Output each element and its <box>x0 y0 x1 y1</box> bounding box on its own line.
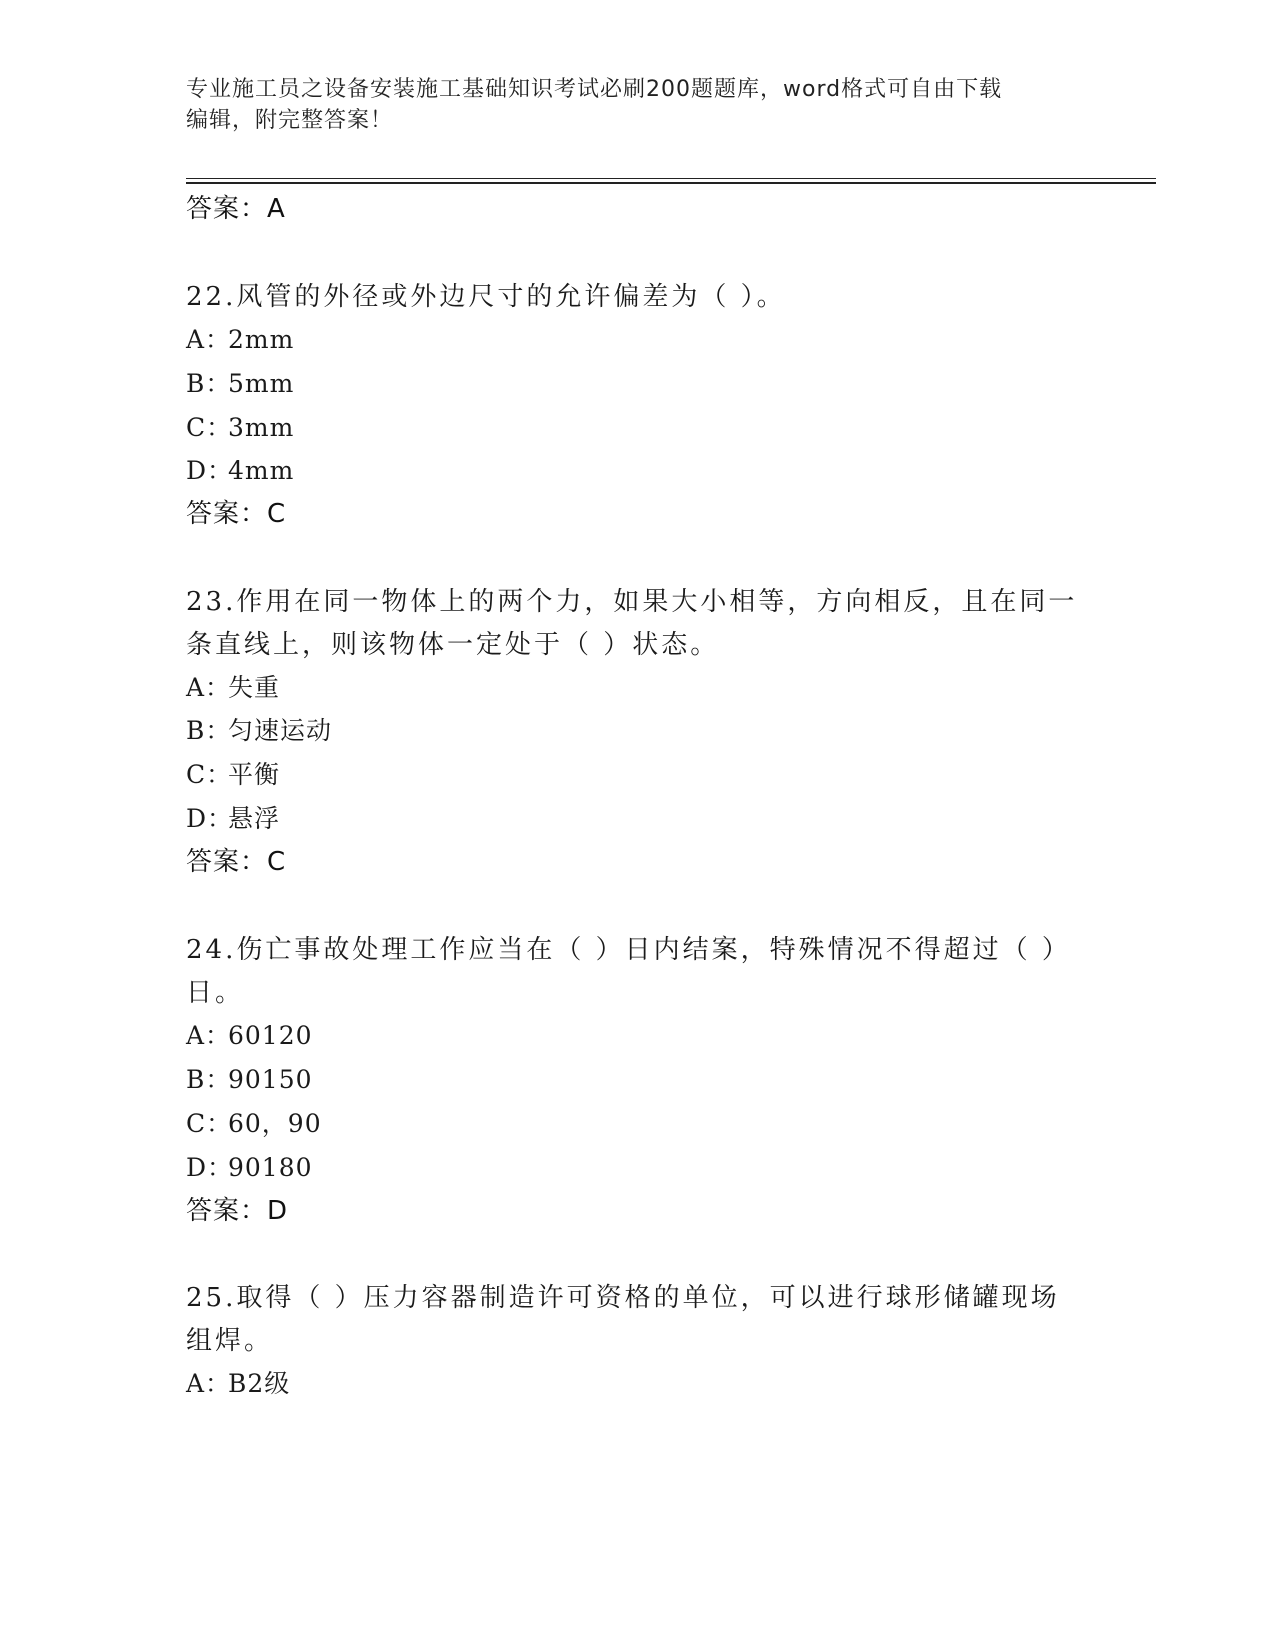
option-text: B2级 <box>228 1369 291 1398</box>
question-24-answer: 答案：D <box>186 1196 289 1226</box>
question-23-option-a <box>186 668 280 704</box>
previous-answer: 答案：A <box>186 194 286 224</box>
option-label: C： <box>186 1109 233 1138</box>
option-text: 60120 <box>228 1021 313 1050</box>
question-22-stem: 22.风管的外径或外边尺寸的允许偏差为（ ）。 <box>186 282 786 312</box>
option-label: B： <box>186 716 232 745</box>
question-22-option-c <box>186 408 294 444</box>
question-25-option-a <box>186 1364 290 1400</box>
question-24-option-d <box>186 1148 313 1184</box>
document-header <box>186 74 1066 136</box>
question-22-option-a <box>186 320 294 356</box>
header-line-2: 编辑，附完整答案！ <box>186 108 394 133</box>
question-23-option-c <box>186 755 280 791</box>
question-22-option-d <box>186 451 294 487</box>
option-text: 90150 <box>228 1065 313 1094</box>
option-label: B： <box>186 369 232 398</box>
option-text: 4mm <box>228 456 295 485</box>
option-label: C： <box>186 760 233 789</box>
question-23-option-b <box>186 711 332 747</box>
question-24-option-c <box>186 1104 322 1140</box>
question-23-stem-line-2: 条直线上，则该物体一定处于（ ）状态。 <box>186 630 720 660</box>
option-label: D： <box>186 1153 234 1182</box>
question-25-stem-line-2: 组焊。 <box>186 1326 274 1356</box>
question-24-option-a <box>186 1016 313 1052</box>
question-23-answer: 答案：C <box>186 847 287 877</box>
option-text: 悬浮 <box>228 804 281 833</box>
option-text: 60，90 <box>228 1109 322 1138</box>
header-line-1: 专业施工员之设备安装施工基础知识考试必刷200题题库，word格式可自由下载 <box>186 77 1003 102</box>
question-22-answer: 答案：C <box>186 499 287 529</box>
option-label: D： <box>186 804 234 833</box>
header-divider-thin <box>186 178 1156 179</box>
question-25-stem-line-1: 25.取得（ ）压力容器制造许可资格的单位，可以进行球形储罐现场 <box>186 1283 1060 1313</box>
question-24-stem-line-1: 24.伤亡事故处理工作应当在（ ）日内结案，特殊情况不得超过（ ） <box>186 935 1071 965</box>
option-text: 平衡 <box>228 760 281 789</box>
option-text: 90180 <box>228 1153 313 1182</box>
option-text: 2mm <box>228 325 295 354</box>
option-label: A： <box>186 325 232 354</box>
option-text: 3mm <box>228 413 295 442</box>
header-divider-thick <box>186 182 1156 184</box>
option-label: A： <box>186 1369 232 1398</box>
option-label: A： <box>186 1021 232 1050</box>
option-label: C： <box>186 413 233 442</box>
question-22-option-b <box>186 364 294 400</box>
question-23-option-d <box>186 799 280 835</box>
option-label: B： <box>186 1065 232 1094</box>
option-text: 匀速运动 <box>228 716 333 745</box>
question-24-option-b <box>186 1060 313 1096</box>
option-text: 5mm <box>228 369 295 398</box>
option-label: A： <box>186 673 232 702</box>
option-label: D： <box>186 456 234 485</box>
question-24-stem-line-2: 日。 <box>186 978 245 1008</box>
question-23-stem-line-1: 23.作用在同一物体上的两个力，如果大小相等，方向相反，且在同一 <box>186 587 1078 617</box>
option-text: 失重 <box>228 673 281 702</box>
